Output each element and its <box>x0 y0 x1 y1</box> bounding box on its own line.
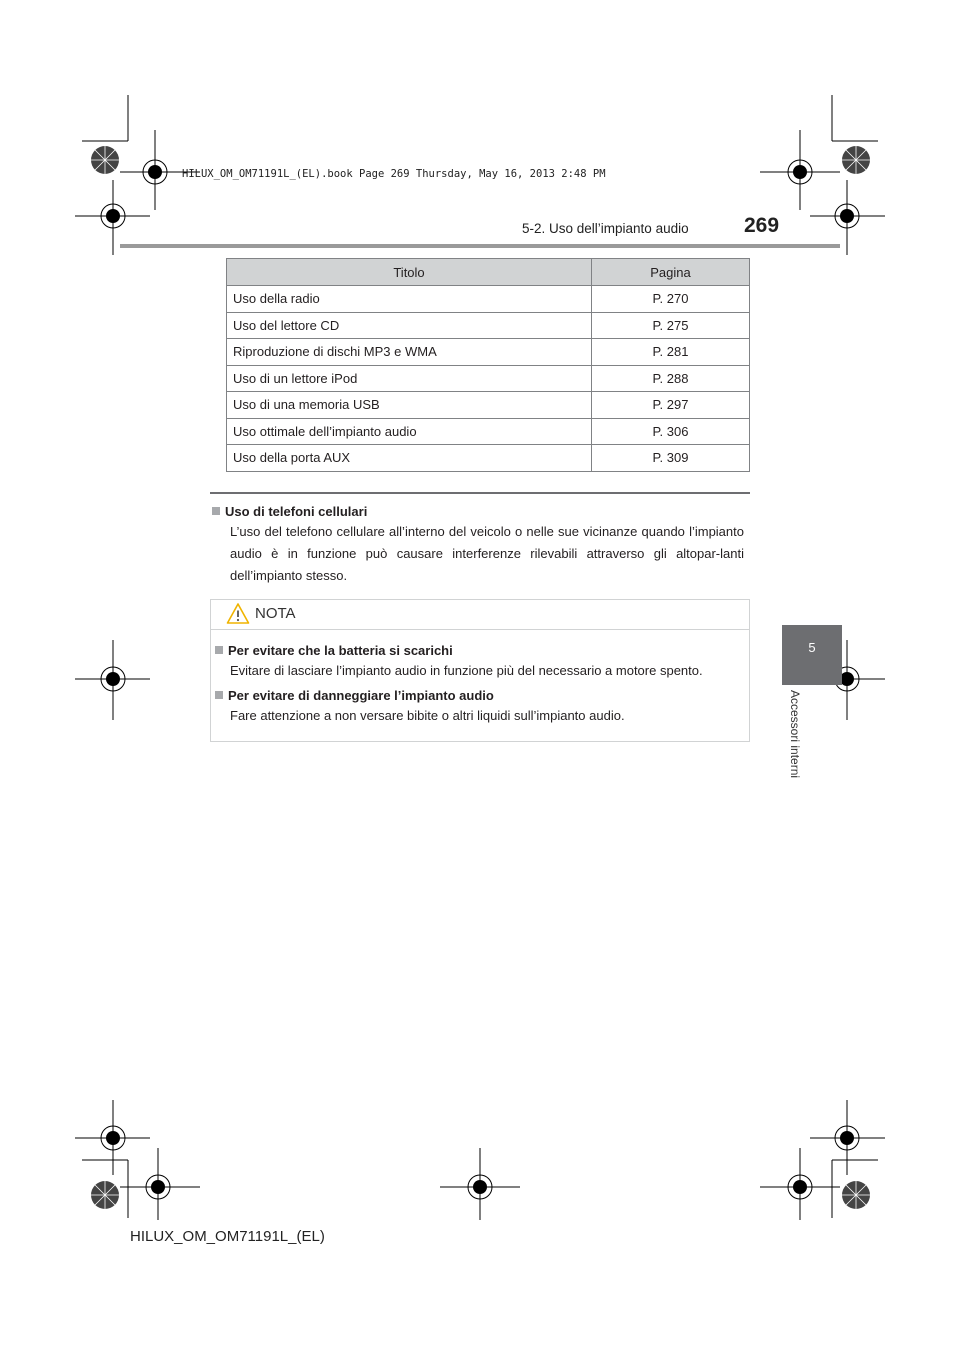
page-number: 269 <box>744 214 780 237</box>
table-row <box>227 312 750 339</box>
row-page[interactable]: P. 281 <box>592 339 750 366</box>
nota-item-title: Per evitare che la batteria si scarichi <box>215 643 453 658</box>
file-stamp: HILUX_OM_OM71191L_(EL).book Page 269 Thursday, May 16, 2013 2:48 PM <box>182 168 606 180</box>
table-row <box>227 286 750 313</box>
section-divider <box>210 492 750 494</box>
column-header-page: Pagina <box>592 259 750 286</box>
table-row <box>227 392 750 419</box>
table-row <box>227 339 750 366</box>
bullet-square-icon <box>215 646 223 654</box>
row-page[interactable]: P. 288 <box>592 365 750 392</box>
footer-code: HILUX_OM_OM71191L_(EL) <box>130 1228 325 1245</box>
contents-table <box>226 258 750 472</box>
section-heading: 5-2. Uso dell’impianto audio <box>522 221 689 236</box>
row-page[interactable]: P. 270 <box>592 286 750 313</box>
row-title: Uso ottimale dell’impianto audio <box>227 418 592 445</box>
table-header-row <box>227 259 750 286</box>
row-page[interactable]: P. 297 <box>592 392 750 419</box>
nota-item-title: Per evitare di danneggiare l’impianto audio <box>215 688 494 703</box>
header-rule <box>120 244 840 248</box>
row-title: Uso di un lettore iPod <box>227 365 592 392</box>
row-page[interactable]: P. 306 <box>592 418 750 445</box>
row-page[interactable]: P. 275 <box>592 312 750 339</box>
bullet-square-icon <box>215 691 223 699</box>
chapter-tab-label <box>788 690 804 800</box>
nota-box <box>210 599 750 742</box>
chapter-tab-number: 5 <box>808 640 816 655</box>
nota-item-text: Evitare di lasciare l’impianto audio in funzione più del necessario a motore spento. <box>230 663 703 678</box>
chapter-tab <box>782 625 842 685</box>
nota-title: NOTA <box>255 605 296 622</box>
column-header-title: Titolo <box>227 259 592 286</box>
chapter-tab-label-text: Accessori interni <box>788 690 802 779</box>
row-title: Uso della porta AUX <box>227 445 592 472</box>
table-row <box>227 445 750 472</box>
table-row <box>227 365 750 392</box>
row-title: Uso del lettore CD <box>227 312 592 339</box>
warning-triangle-icon <box>226 602 250 626</box>
row-title: Uso della radio <box>227 286 592 313</box>
subsection-title: Uso di telefoni cellulari <box>212 504 367 519</box>
row-title: Uso di una memoria USB <box>227 392 592 419</box>
nota-header <box>211 600 749 630</box>
table-row <box>227 418 750 445</box>
row-title: Riproduzione di dischi MP3 e WMA <box>227 339 592 366</box>
nota-item-text: Fare attenzione a non versare bibite o altri liquidi sull’impianto audio. <box>230 708 625 723</box>
bullet-square-icon <box>212 507 220 515</box>
row-page[interactable]: P. 309 <box>592 445 750 472</box>
subsection-body: L’uso del telefono cellulare all’interno del veicolo o nelle sue vicinanze quando l’impianto audio è in funzione può causare interferenze rilevabili attraverso gli altopar-lanti dell’impianto stesso. <box>230 524 744 583</box>
